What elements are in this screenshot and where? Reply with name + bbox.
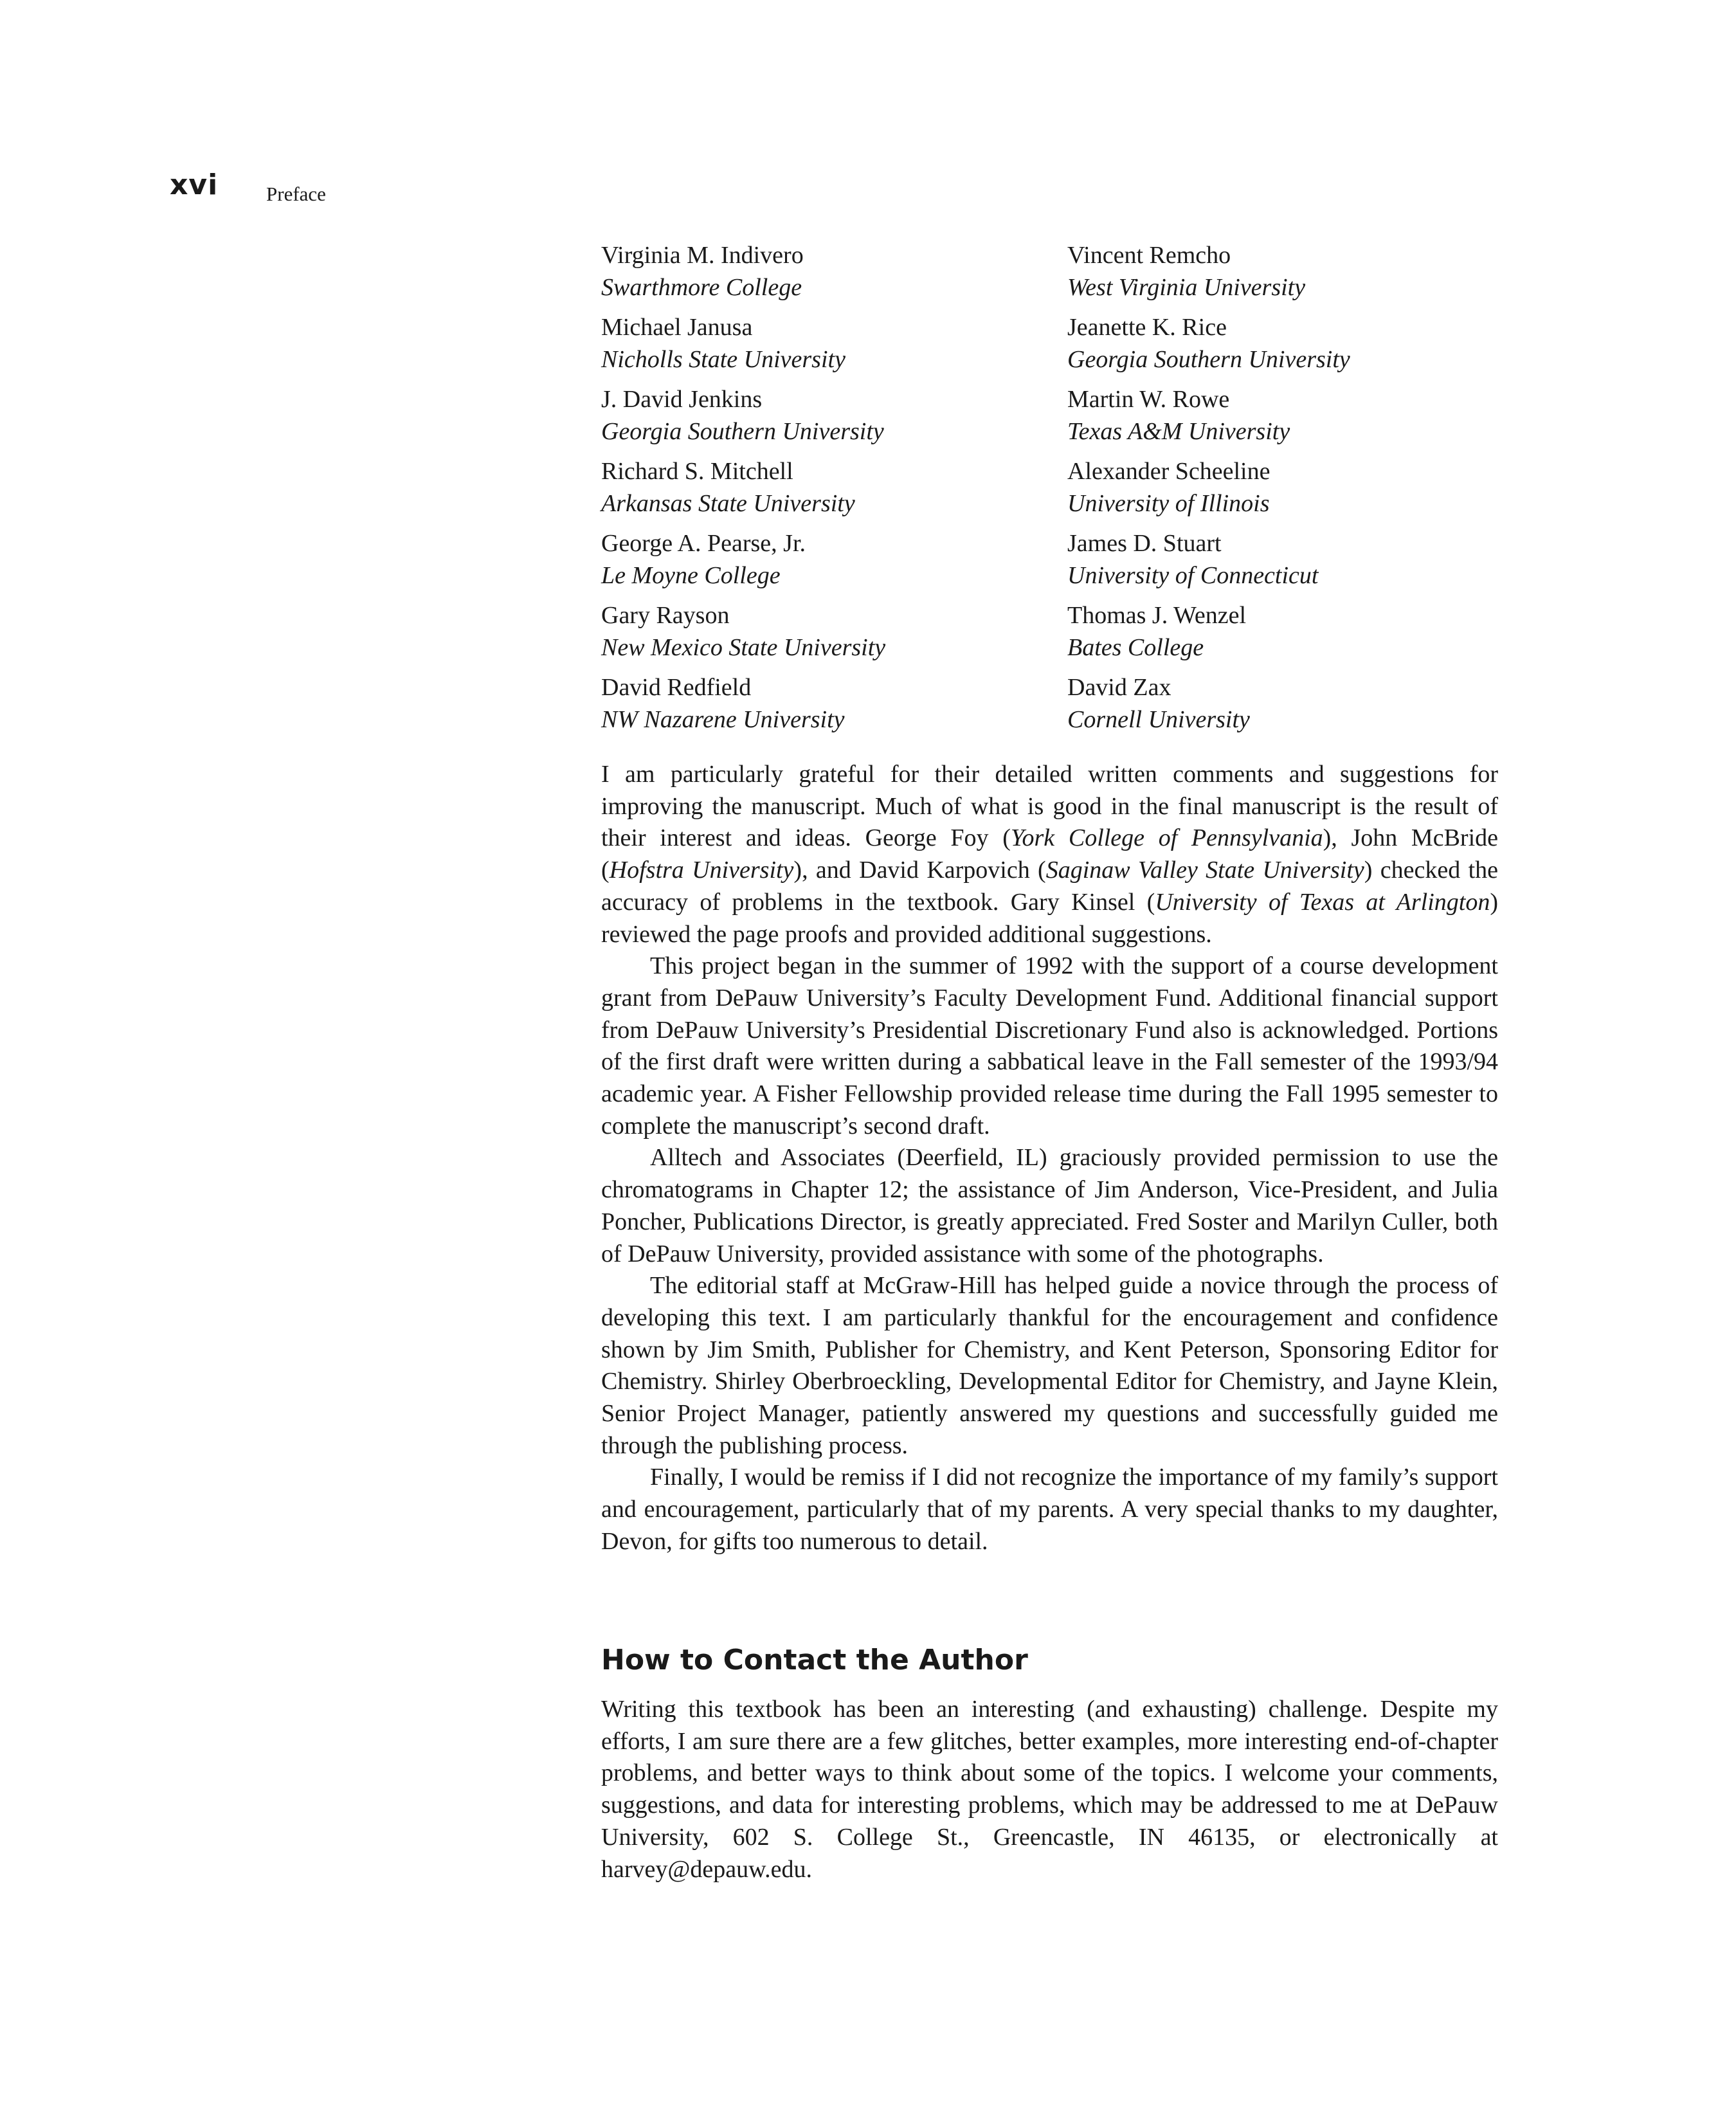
institution-name: Hofstra University [609, 857, 794, 884]
reviewer-affiliation: New Mexico State University [601, 634, 886, 661]
reviewer-affiliation: Arkansas State University [601, 490, 855, 517]
reviewer-column-left [601, 239, 1051, 743]
reviewer-name: Virginia M. Indivero [601, 242, 804, 269]
reviewer-entry [1067, 599, 1517, 671]
reviewer-entry [1067, 239, 1517, 311]
reviewer-affiliation: Nicholls State University [601, 346, 845, 373]
reviewer-name: Martin W. Rowe [1067, 386, 1230, 413]
reviewer-entry [1067, 455, 1517, 527]
reviewer-entry [1067, 671, 1517, 743]
acknowledgments-body [601, 759, 1498, 1558]
text-run: ), and David Karpovich ( [793, 857, 1046, 884]
reviewer-entry [1067, 383, 1517, 455]
institution-name: York College of Pennsylvania [1010, 824, 1323, 852]
reviewer-affiliation: Texas A&M University [1067, 418, 1290, 445]
reviewer-entry [601, 599, 1051, 671]
paragraph: Writing this textbook has been an interesting (and exhausting) challenge. Despite my efforts, I am sure there are a few glitches, better examples, more interesting end-of-chapter problems, and better ways to think about some of the topics. I welcome your comments, suggestions, and data for interesting problems, which may be addressed to me at DePauw University, 602 S. College St., Greencastle, IN 46135, or electronically at harvey@depauw.edu. [601, 1696, 1498, 1883]
reviewer-affiliation: West Virginia University [1067, 274, 1306, 301]
reviewer-name: Thomas J. Wenzel [1067, 602, 1247, 629]
contact-section [601, 1641, 1498, 1885]
reviewer-entry [601, 527, 1051, 599]
text-run: ) reviewed the page proofs and provided additional suggestions. [601, 888, 1499, 948]
reviewer-name: Vincent Remcho [1067, 242, 1231, 269]
institution-name: Saginaw Valley State University [1045, 857, 1364, 884]
paragraph: The editorial staff at McGraw-Hill has helped guide a novice through the process of developing this text. I am particularly thankful for the encouragement and confidence shown by Jim Smith, Publisher for Chemistry, and Kent Peterson, Sponsoring Editor for Chemistry. Shirley Oberbroeckling, Developmental Editor for Chemistry, and Jayne Klein, Senior Project Manager, patiently answered my questions and successfully guided me through the publishing process. [601, 1272, 1498, 1459]
institution-name: University of Texas at Arlington [1155, 888, 1490, 916]
paragraph: Alltech and Associates (Deerfield, IL) graciously provided permission to use the chromatograms in Chapter 12; the assistance of Jim Anderson, Vice-President, and Julia Poncher, Publications Director, is greatly appreciated. Fred Soster and Marilyn Culler, both of DePauw University, provided assistance with some of the photographs. [601, 1144, 1498, 1267]
text-run: I am particularly grateful for their detailed written comments and suggestions for improving the manuscript. Much of what is good in the final manuscript is the result of their interest and ideas. George Foy ( [601, 761, 1498, 852]
reviewer-name: Jeanette K. Rice [1067, 314, 1227, 341]
reviewer-affiliation: NW Nazarene University [601, 706, 845, 733]
reviewer-name: James D. Stuart [1067, 530, 1222, 557]
reviewer-name: Alexander Scheeline [1067, 458, 1270, 485]
reviewer-name: George A. Pearse, Jr. [601, 530, 806, 557]
reviewer-entry [601, 311, 1051, 383]
section-heading: How to Contact the Author [601, 1644, 1028, 1676]
paragraph: This project began in the summer of 1992 with the support of a course development grant from DePauw University’s Faculty Development Fund. Additional financial support from DePauw University’s Presidential Discretionary Fund also is acknowledged. Portions of the first draft were written during a sabbatical leave in the Fall semester of the 1993/94 academic year. A Fisher Fellowship provided release time during the Fall 1995 semester to complete the manuscript’s second draft. [601, 952, 1498, 1139]
reviewer-entry [601, 455, 1051, 527]
reviewer-entry [1067, 311, 1517, 383]
reviewer-affiliation: University of Connecticut [1067, 562, 1319, 589]
reviewer-affiliation: Georgia Southern University [601, 418, 884, 445]
reviewer-column-right [1067, 239, 1517, 743]
running-title: Preface [266, 183, 326, 205]
reviewer-entry [601, 239, 1051, 311]
reviewer-affiliation: University of Illinois [1067, 490, 1270, 517]
reviewer-name: David Redfield [601, 674, 752, 701]
text-run: ) checked the accuracy of problems in the textbook. Gary Kinsel ( [601, 857, 1498, 916]
reviewer-name: David Zax [1067, 674, 1171, 701]
page-number: xvi [170, 168, 219, 201]
reviewer-name: Richard S. Mitchell [601, 458, 793, 485]
reviewer-affiliation: Georgia Southern University [1067, 346, 1350, 373]
text-run: ), John McBride ( [601, 824, 1499, 884]
reviewer-name: Michael Janusa [601, 314, 753, 341]
paragraph: Finally, I would be remiss if I did not recognize the importance of my family’s support and encouragement, particularly that of my parents. A very special thanks to my daughter, Devon, for gifts too numerous to detail. [601, 1464, 1498, 1555]
reviewer-affiliation: Bates College [1067, 634, 1204, 661]
reviewer-entry [1067, 527, 1517, 599]
reviewer-entry [601, 383, 1051, 455]
reviewer-name: Gary Rayson [601, 602, 730, 629]
reviewer-affiliation: Cornell University [1067, 706, 1250, 733]
reviewer-name: J. David Jenkins [601, 386, 763, 413]
reviewer-entry [601, 671, 1051, 743]
paragraph [601, 759, 1498, 950]
reviewer-affiliation: Le Moyne College [601, 562, 781, 589]
reviewer-affiliation: Swarthmore College [601, 274, 802, 301]
